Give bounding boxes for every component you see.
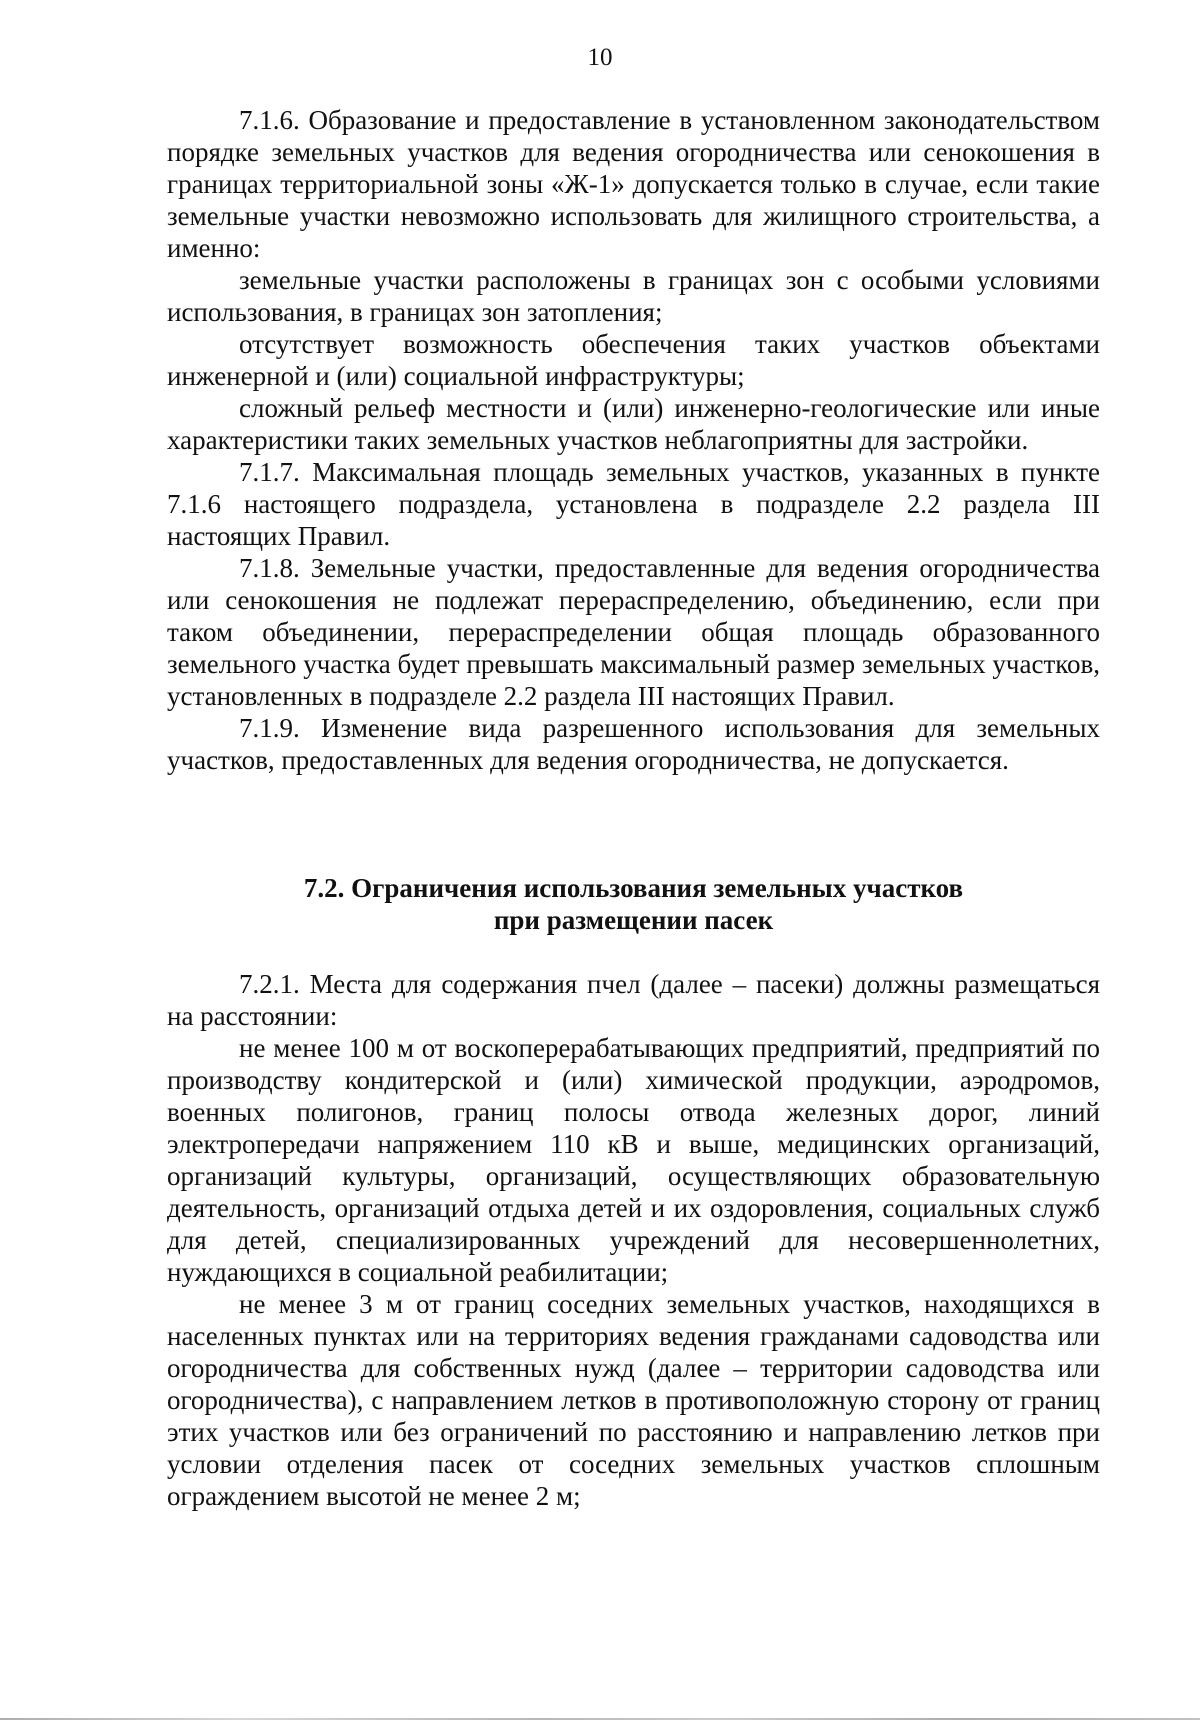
paragraph-7-1-8: 7.1.8. Земельные участки, предоставленные для ведения огородничества или сенокошения не подлежат перераспределению, объединению, если при таком объединении, перераспределении общая площадь образованного земельного участка будет превышать максимальный размер земельных участков, установленных в подразделе 2.2 раздела III настоящих Правил.	[167, 553, 1100, 711]
paragraph-list-item-3m: не менее 3 м от границ соседних земельных участков, находящихся в населенных пунктах или на территориях ведения гражданами садоводства или огородничества для собственных нужд (далее – территории садоводства или огородничества), с направлением летков в противоположную сторону от границ этих участков или без ограничений по расстоянию и направлению летков при условии отделения пасек от соседних земельных участков сплошным ограждением высотой не менее 2 м;	[167, 1289, 1100, 1511]
paragraph-7-1-6: 7.1.6. Образование и предоставление в установленном законодательством порядке земельных участков для ведения огородничества или сенокошения в границах территориальной зоны «Ж-1» допускается только в случае, если такие земельные участки невозможно использовать для жилищного строительства, а именно:	[167, 105, 1100, 263]
body-text-after-section	[167, 968, 1100, 1512]
paragraph-list-item-relief: сложный рельеф местности и (или) инженерно-геологические или иные характеристики таких земельных участков неблагоприятны для застройки.	[167, 393, 1100, 455]
scan-edge-line	[0, 1718, 1200, 1720]
section-heading-line-1: 7.2. Ограничения использования земельных участков	[303, 873, 964, 903]
paragraph-7-2-1: 7.2.1. Места для содержания пчел (далее – пасеки) должны размещаться на расстоянии:	[167, 969, 1100, 1031]
section-heading-line-2: при размещении пасек	[493, 905, 774, 935]
page-number: 10	[587, 44, 613, 71]
paragraph-list-item-100m: не менее 100 м от воскоперерабатывающих предприятий, предприятий по производству кондитерской и (или) химической продукции, аэродромов, военных полигонов, границ полосы отвода железных дорог, линий электропередачи напряжением 110 кВ и выше, медицинских организаций, организаций культуры, организаций, осуществляющих образовательную деятельность, организаций отдыха детей и их оздоровления, социальных служб для детей, специализированных учреждений для несовершеннолетних, нуждающихся в социальной реабилитации;	[167, 1033, 1100, 1287]
paragraph-list-item-infrastructure: отсутствует возможность обеспечения таких участков объектами инженерной и (или) социальной инфраструктуры;	[167, 329, 1100, 391]
paragraph-list-item-flood-zones: земельные участки расположены в границах зон с особыми условиями использования, в границах зон затопления;	[167, 265, 1100, 327]
paragraph-7-1-7: 7.1.7. Максимальная площадь земельных участков, указанных в пункте 7.1.6 настоящего подраздела, установлена в подразделе 2.2 раздела III настоящих Правил.	[167, 457, 1100, 551]
paragraph-7-1-9: 7.1.9. Изменение вида разрешенного использования для земельных участков, предоставленных для ведения огородничества, не допускается.	[167, 713, 1100, 775]
section-heading-7-2	[167, 872, 1100, 936]
body-text-before-section	[167, 104, 1100, 776]
